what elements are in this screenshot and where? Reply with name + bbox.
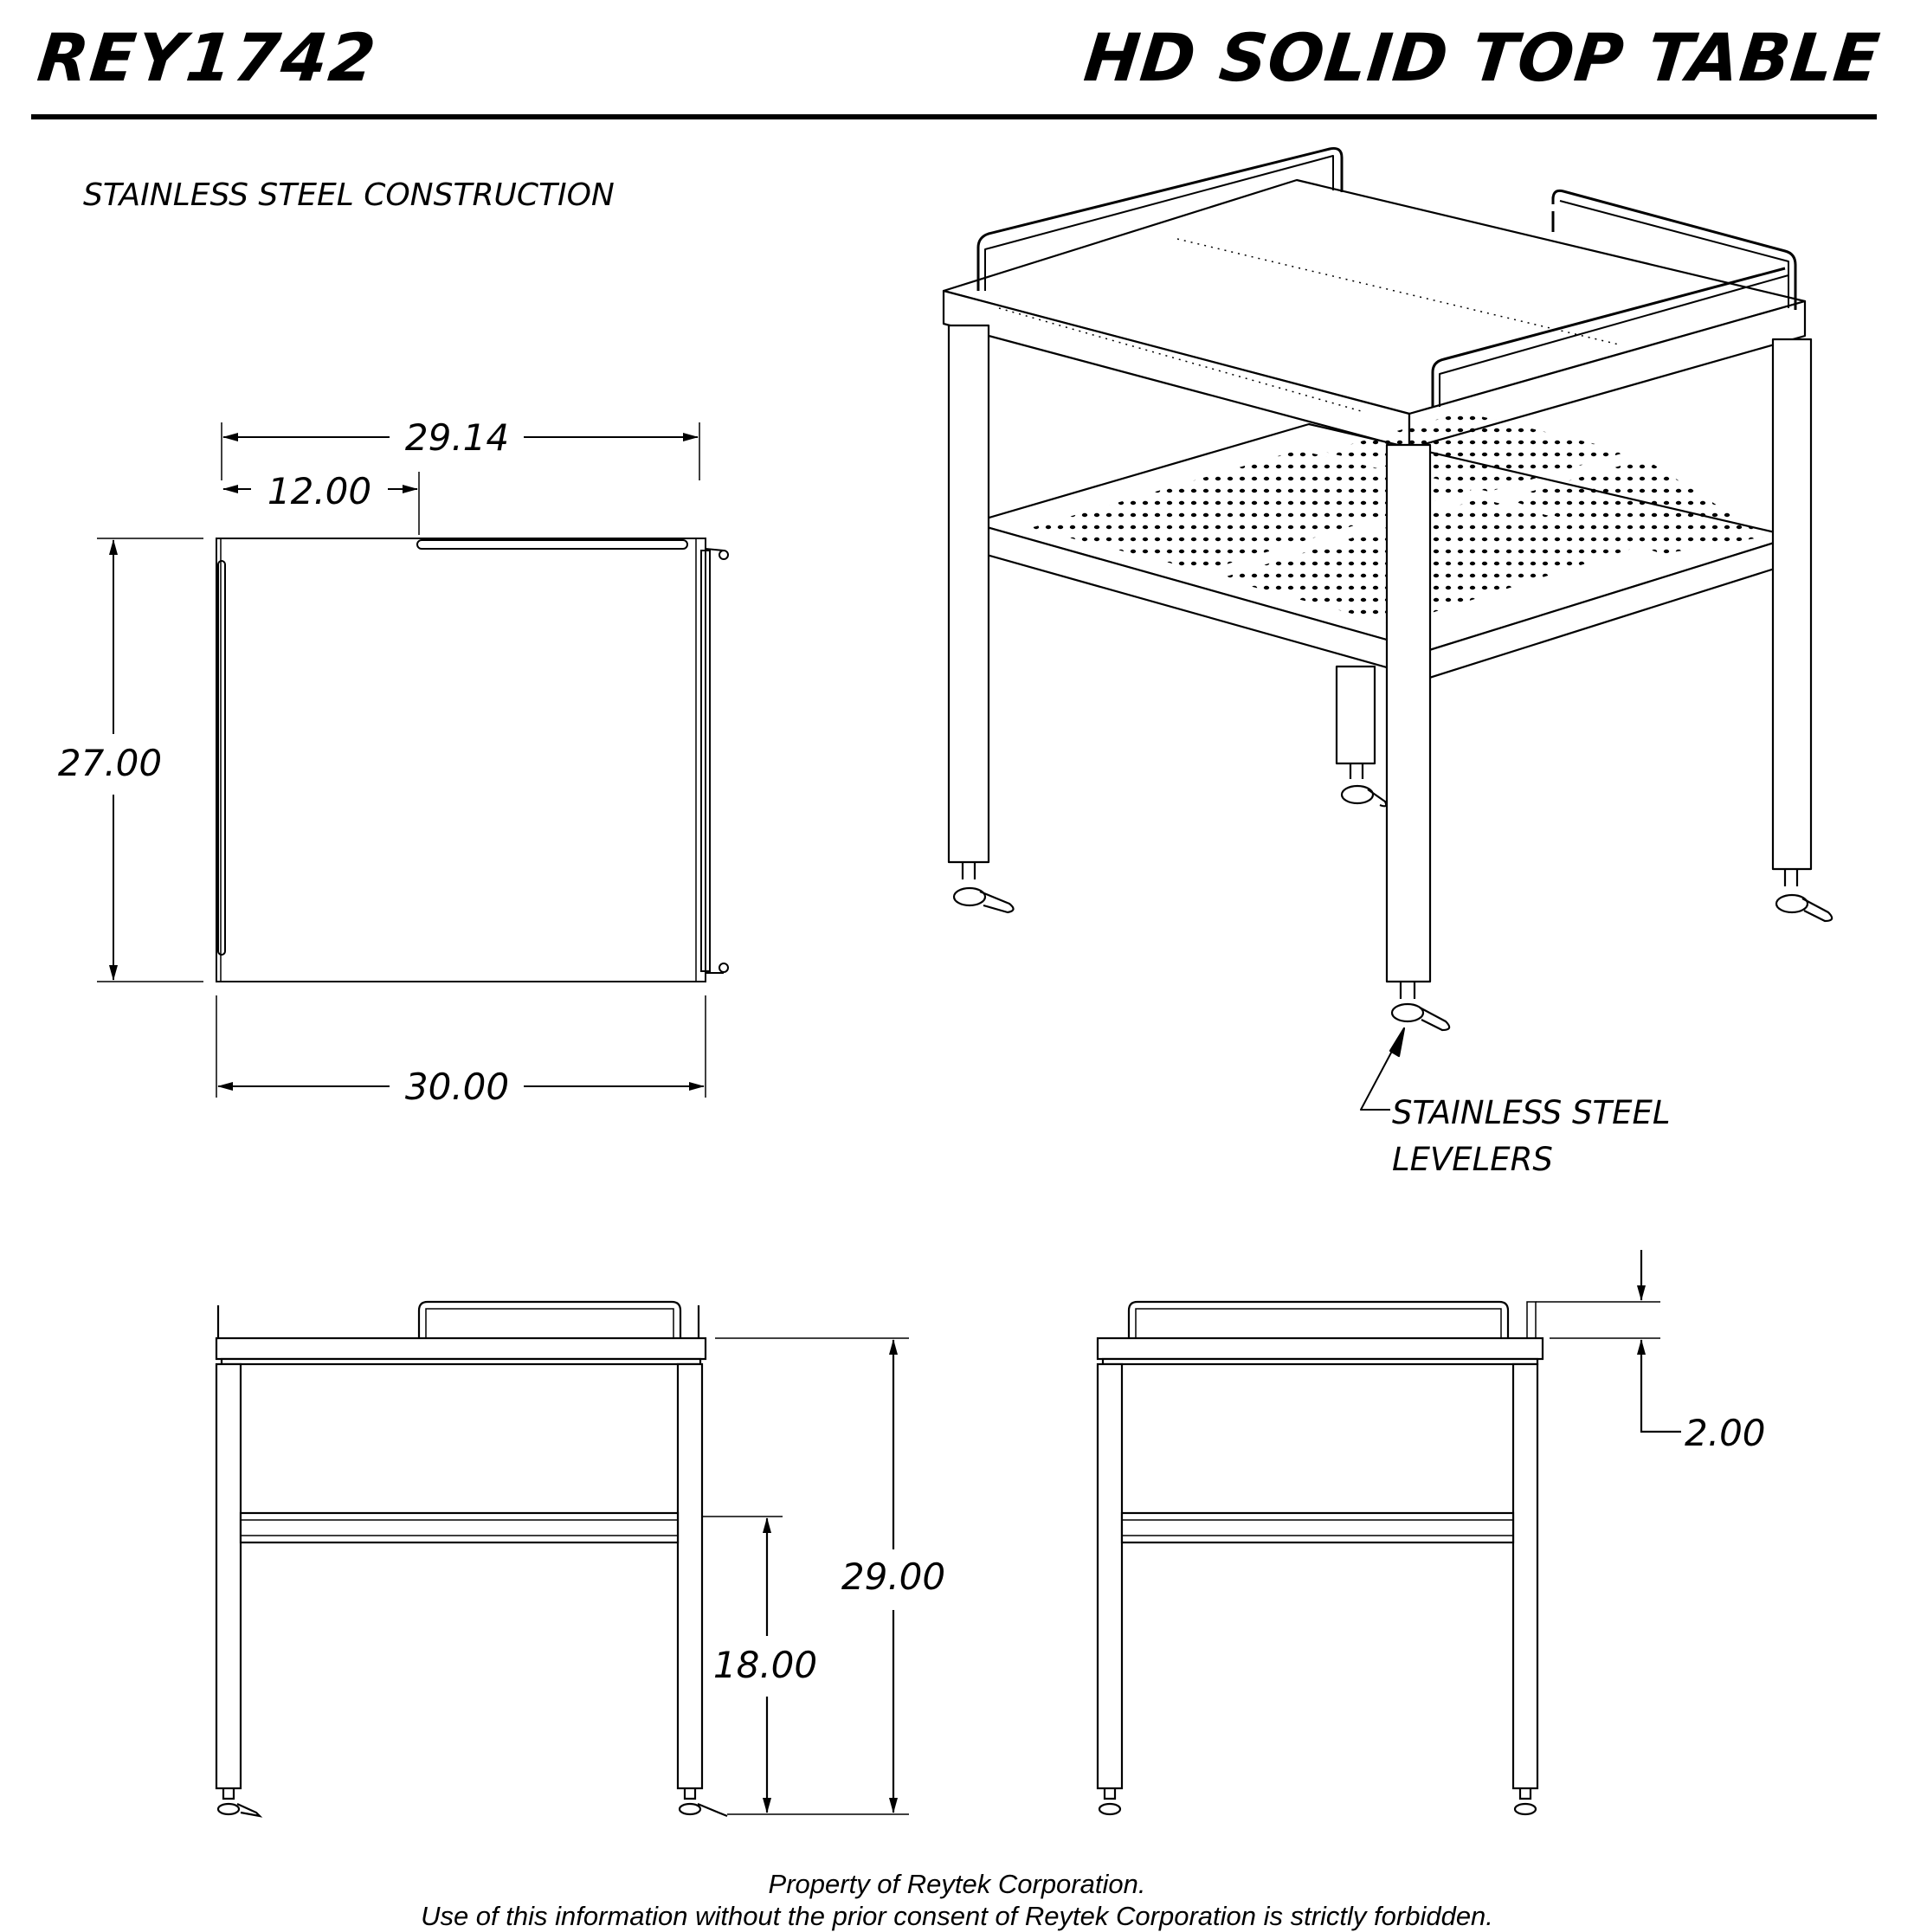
construction-note: STAINLESS STEEL CONSTRUCTION [83,177,615,213]
side-shelf [1122,1513,1513,1542]
side-levelers [1099,1788,1536,1814]
dim-overall-height: 29.00 [841,1555,946,1598]
iso-leg-back [1337,667,1375,763]
dim-depth: 27.00 [57,742,163,784]
iso-leg-front-left [949,325,989,862]
model-number: REY1742 [34,19,381,96]
front-tabletop [216,1338,706,1359]
side-view [1098,1250,1681,1814]
leveler-callout-line1: STAINLESS STEEL [1392,1094,1671,1131]
side-rail [1129,1302,1508,1338]
front-levelers [218,1788,727,1816]
side-tabletop [1098,1338,1543,1359]
isometric-view [944,148,1832,1110]
front-leg-right [678,1364,702,1788]
top-view-back-rail [417,540,687,549]
front-back-rail [419,1302,680,1338]
iso-leg-right [1773,339,1811,869]
dim-rail-height: 2.00 [1685,1412,1766,1454]
front-leg-left [216,1364,241,1788]
front-shelf [241,1513,678,1542]
footer-notice [0,1868,1914,1932]
iso-leg-front [1387,445,1430,982]
product-title: HD SOLID TOP TABLE [1079,19,1884,96]
side-leg-right [1513,1364,1537,1788]
dim-backsplash-offset: 12.00 [267,470,372,512]
dim-inner-width: 29.14 [404,416,510,459]
top-view-left-rail [218,561,225,955]
dim-overall-width: 30.00 [404,1066,510,1108]
dim-shelf-height: 18.00 [712,1644,818,1686]
front-view [216,1302,909,1816]
footer-line-1: Property of Reytek Corporation. [768,1869,1146,1899]
dim-line-2.00-bottom [1641,1340,1681,1432]
side-leg-left [1098,1364,1122,1788]
leveler-callout-line2: LEVELERS [1392,1141,1553,1178]
top-view-tabletop [216,538,706,982]
top-view [97,422,728,1098]
footer-line-2: Use of this information without the prior consent of Reytek Corporation is strictly forbidden. [421,1901,1493,1931]
